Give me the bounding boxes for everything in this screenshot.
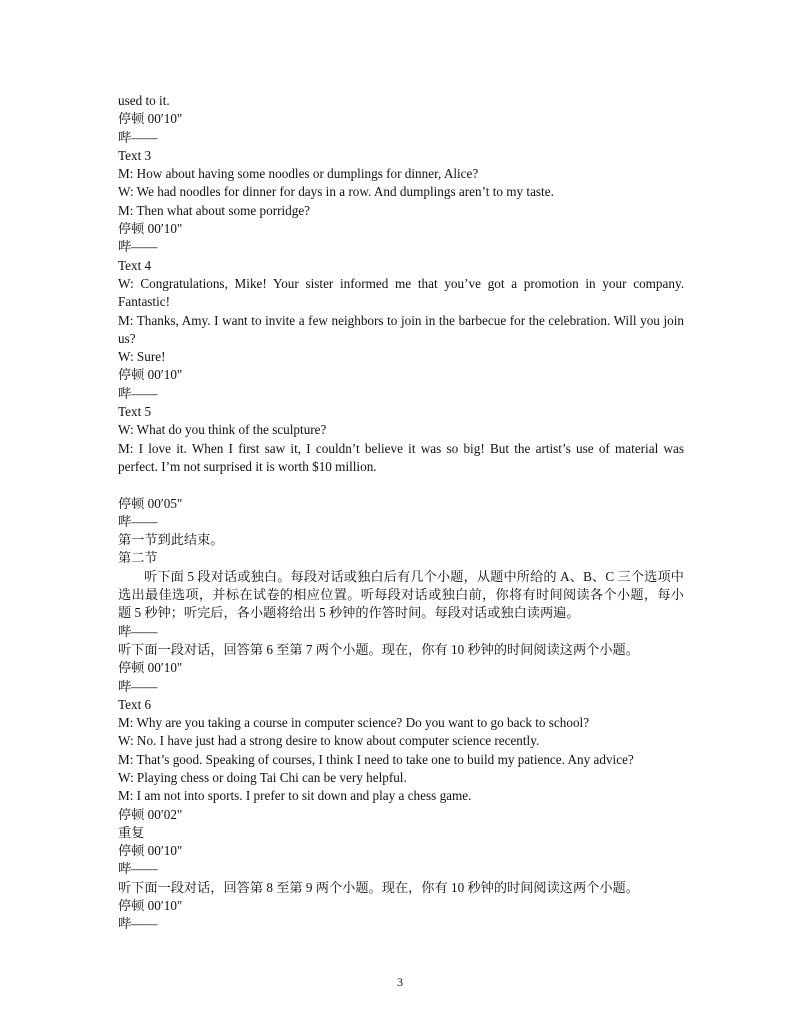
page-number: 3 xyxy=(397,975,403,989)
beep-marker: 哔—— xyxy=(118,861,158,877)
text-heading: Text 5 xyxy=(118,404,152,420)
instruction-line: 听下面一段对话，回答第 8 至第 9 两个小题。现在，你有 10 秒钟的时间阅读这两个小题。 xyxy=(118,879,639,895)
beep-marker: 哔—— xyxy=(118,513,158,529)
dialogue-line: M: I am not into sports. I prefer to sit down and play a chess game. xyxy=(118,788,472,804)
instruction-line: 听下面一段对话，回答第 6 至第 7 两个小题。现在，你有 10 秒钟的时间阅读这两个小题。 xyxy=(118,641,639,657)
text-heading: Text 6 xyxy=(118,696,152,712)
pause-marker: 停顿 00′10" xyxy=(118,367,183,383)
pause-marker: 停顿 00′02" xyxy=(118,806,183,822)
pause-marker: 停顿 00′10" xyxy=(118,221,183,237)
section-end: 第一节到此结束。 xyxy=(118,532,224,548)
dialogue-line: M: Then what about some porridge? xyxy=(118,202,311,218)
instructions-paragraph: 听下面 5 段对话或独白。每段对话或独白后有几个小题，从题中所给的 A、B、C 三个选项中选出最佳选项，并标在试卷的相应位置。听每段对话或独白前，你将有时间阅读各个小题，每小题 5 秒钟；听完后，各小题将给出 5 秒钟的作答时间。每段对话或独白读两遍。 xyxy=(118,568,684,621)
beep-marker: 哔—— xyxy=(118,129,158,145)
text-heading: Text 3 xyxy=(118,147,152,163)
beep-marker: 哔—— xyxy=(118,678,158,694)
dialogue-line: W: Congratulations, Mike! Your sister informed me that you’ve got a promotion in your company. Fantastic! xyxy=(118,275,684,310)
beep-marker: 哔—— xyxy=(118,385,158,401)
beep-marker: 哔—— xyxy=(118,623,158,639)
blank-line xyxy=(118,476,684,494)
section-heading: 第二节 xyxy=(118,550,158,566)
pause-marker: 停顿 00′05" xyxy=(118,495,183,511)
pause-marker: 停顿 00′10" xyxy=(118,660,183,676)
dialogue-line: M: Why are you taking a course in computer science? Do you want to go back to school? xyxy=(118,715,590,731)
dialogue-line: W: What do you think of the sculpture? xyxy=(118,422,327,438)
document-body xyxy=(118,92,684,934)
pause-marker: 停顿 00′10" xyxy=(118,843,183,859)
text-heading: Text 4 xyxy=(118,257,152,273)
beep-marker: 哔—— xyxy=(118,239,158,255)
pause-marker: 停顿 00′10" xyxy=(118,111,183,127)
dialogue-line: M: How about having some noodles or dumplings for dinner, Alice? xyxy=(118,166,479,182)
dialogue-line: M: Thanks, Amy. I want to invite a few neighbors to join in the barbecue for the celebration. Will you join us? xyxy=(118,312,684,346)
dialogue-line: W: Sure! xyxy=(118,349,166,365)
pause-marker: 停顿 00′10" xyxy=(118,898,183,914)
repeat-marker: 重复 xyxy=(118,824,145,840)
dialogue-line: W: We had noodles for dinner for days in a row. And dumplings aren’t to my taste. xyxy=(118,184,554,200)
beep-marker: 哔—— xyxy=(118,916,158,932)
dialogue-line: W: Playing chess or doing Tai Chi can be very helpful. xyxy=(118,769,407,785)
dialogue-line: M: That’s good. Speaking of courses, I think I need to take one to build my patience. Any advice? xyxy=(118,751,634,767)
text-line: used to it. xyxy=(118,93,170,108)
dialogue-line: W: No. I have just had a strong desire to know about computer science recently. xyxy=(118,733,540,749)
dialogue-line: M: I love it. When I first saw it, I couldn’t believe it was so big! But the artist’s use of material was perfect. I’m not surprised it is worth $10 million. xyxy=(118,440,684,474)
